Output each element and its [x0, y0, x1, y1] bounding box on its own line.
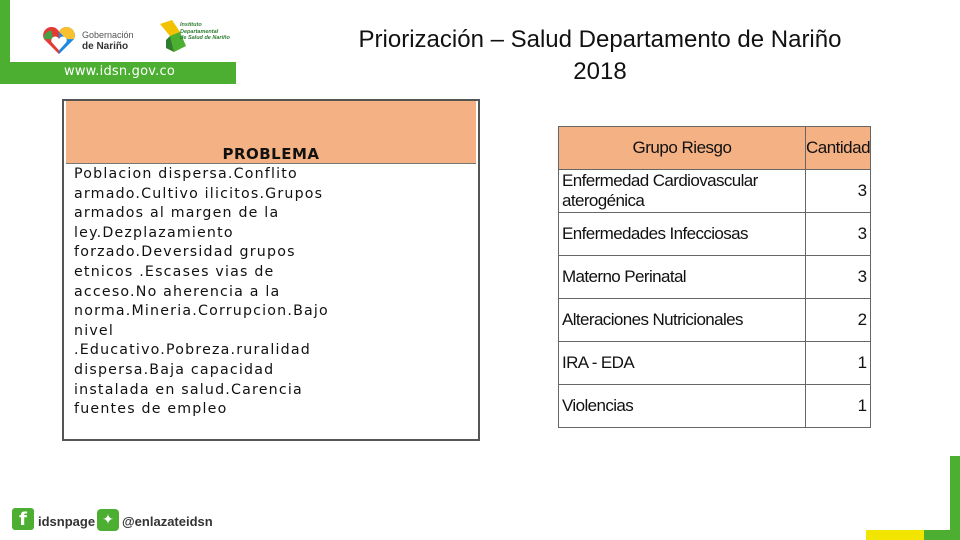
cell-grupo: Violencias — [559, 385, 806, 428]
gobernacion-line2: de Nariño — [82, 41, 129, 52]
facebook-icon[interactable]: f — [12, 508, 34, 530]
idsn-logo-text — [180, 22, 230, 42]
table-row — [559, 299, 871, 342]
corner-accent-green-bottom — [924, 530, 950, 540]
table-header-row — [559, 127, 871, 170]
cell-grupo: Alteraciones Nutricionales — [559, 299, 806, 342]
cell-cantidad: 2 — [806, 299, 871, 342]
problem-header-label: PROBLEMA — [222, 145, 320, 163]
twitter-icon[interactable]: ✦ — [97, 509, 119, 531]
table-row — [559, 170, 871, 213]
idsn-line1: Instituto — [180, 22, 202, 28]
table-row — [559, 342, 871, 385]
twitter-handle[interactable]: @enlazateidsn — [122, 514, 213, 529]
cell-cantidad: 3 — [806, 170, 871, 213]
risk-group-table — [558, 126, 871, 428]
gobernacion-heart-icon — [40, 26, 78, 56]
header-cantidad: Cantidad — [806, 127, 871, 170]
page-title-line1: Priorización – Salud Departamento de Nariño — [358, 26, 842, 53]
facebook-handle[interactable]: idsnpage — [38, 514, 96, 529]
header-grupo-riesgo: Grupo Riesgo — [559, 127, 806, 170]
gobernacion-line1: Gobernación — [82, 30, 134, 40]
cell-cantidad: 1 — [806, 342, 871, 385]
page-title — [290, 24, 910, 88]
cell-grupo: Materno Perinatal — [559, 256, 806, 299]
cell-cantidad: 3 — [806, 213, 871, 256]
cell-grupo: Enfermedades Infecciosas — [559, 213, 806, 256]
website-url[interactable]: www.idsn.gov.co — [64, 64, 175, 79]
table-row — [559, 256, 871, 299]
cell-grupo: IRA - EDA — [559, 342, 806, 385]
table-row — [559, 213, 871, 256]
table-row — [559, 385, 871, 428]
problem-box — [62, 99, 480, 441]
cell-grupo: Enfermedad Cardiovascular aterogénica — [559, 170, 806, 213]
idsn-line3: de Salud de Nariño — [180, 35, 230, 41]
cell-cantidad: 1 — [806, 385, 871, 428]
header-logo-block — [0, 0, 236, 84]
problem-header — [66, 101, 476, 164]
idsn-line2: Departamental — [180, 28, 219, 35]
cell-cantidad: 3 — [806, 256, 871, 299]
gobernacion-logo-text — [82, 30, 134, 52]
corner-accent-green-vertical — [950, 456, 960, 540]
problem-text: Poblacion dispersa.Conflito armado.Cultivo ilicitos.Grupos armados al margen de la ley.Dezplazamiento forzado.Deversidad grupos etnicos .Escases vias de acceso.No aherencia a la norma.Mineria.Corrupcion.Bajo nivel .Educativo.Pobreza.ruralidad dispersa.Baja capacidad instalada en salud.Carencia fuentes de empleo — [74, 166, 329, 418]
page-title-line2: 2018 — [573, 58, 627, 85]
